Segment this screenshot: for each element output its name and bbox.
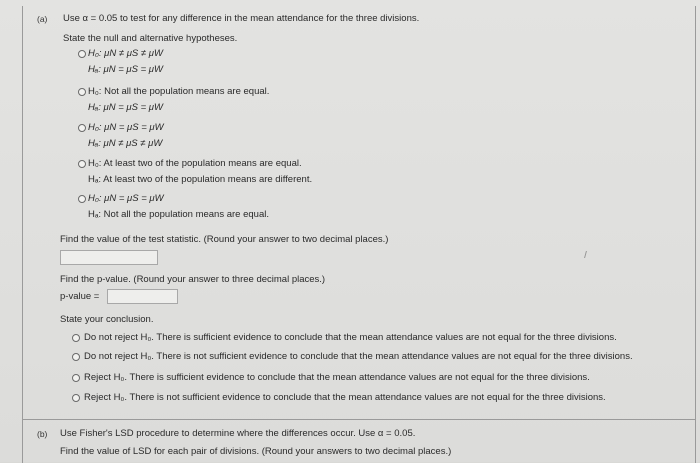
conclusion-option-2-radio[interactable] [72, 353, 80, 361]
p-value-prompt: Find the p-value. (Round your answer to three decimal places.) [60, 274, 326, 285]
part-a-instruction: Use α = 0.05 to test for any difference in the mean attendance for the three divisions. [63, 13, 420, 24]
conclusion-heading: State your conclusion. [60, 314, 154, 325]
option-4-ha: Hₐ: At least two of the population means are different. [88, 174, 313, 185]
hypotheses-heading: State the null and alternative hypotheses. [63, 33, 238, 44]
option-3-ha: Hₐ: μN ≠ μS ≠ μW [88, 138, 163, 149]
option-2-h0: H₀: Not all the population means are equal. [88, 86, 270, 97]
option-3-h0: H₀: μN = μS = μW [88, 122, 164, 133]
conclusion-option-4-radio[interactable] [72, 394, 80, 402]
conclusion-option-1-text: Do not reject H₀. There is sufficient evidence to conclude that the mean attendance values are not equal for the three divisions. [84, 332, 617, 343]
part-a-label: (a) [37, 14, 48, 24]
conclusion-option-3-text: Reject H₀. There is sufficient evidence to conclude that the mean attendance values are not equal for the three divisions. [84, 372, 590, 383]
option-5-h0: H₀: μN = μS = μW [88, 193, 164, 204]
conclusion-option-2-text: Do not reject H₀. There is not sufficient evidence to conclude that the mean attendance values are not equal for the three divisions. [84, 351, 633, 362]
part-b-instruction: Use Fisher's LSD procedure to determine where the differences occur. Use α = 0.05. [60, 428, 416, 439]
option-1-ha: Hₐ: μN = μS = μW [88, 64, 163, 75]
hypothesis-option-5-radio[interactable] [78, 195, 86, 203]
hypothesis-option-3-radio[interactable] [78, 124, 86, 132]
hypothesis-option-1-radio[interactable] [78, 50, 86, 58]
part-b-label: (b) [37, 429, 48, 439]
test-statistic-input[interactable] [60, 250, 158, 265]
conclusion-option-1-radio[interactable] [72, 334, 80, 342]
conclusion-option-3-radio[interactable] [72, 374, 80, 382]
option-2-ha: Hₐ: μN = μS = μW [88, 102, 163, 113]
option-4-h0: H₀: At least two of the population means are equal. [88, 158, 302, 169]
conclusion-option-4-text: Reject H₀. There is not sufficient evidence to conclude that the mean attendance values are not equal for the three divisions. [84, 392, 606, 403]
lsd-prompt: Find the value of LSD for each pair of divisions. (Round your answers to two decimal places.) [60, 446, 452, 457]
p-value-input[interactable] [107, 289, 178, 304]
test-statistic-prompt: Find the value of the test statistic. (Round your answer to two decimal places.) [60, 234, 389, 245]
p-value-label: p-value = [60, 291, 100, 302]
hypothesis-option-4-radio[interactable] [78, 160, 86, 168]
option-1-h0: H₀: μN ≠ μS ≠ μW [88, 48, 163, 59]
hypothesis-option-2-radio[interactable] [78, 88, 86, 96]
option-5-ha: Hₐ: Not all the population means are equal. [88, 209, 269, 220]
